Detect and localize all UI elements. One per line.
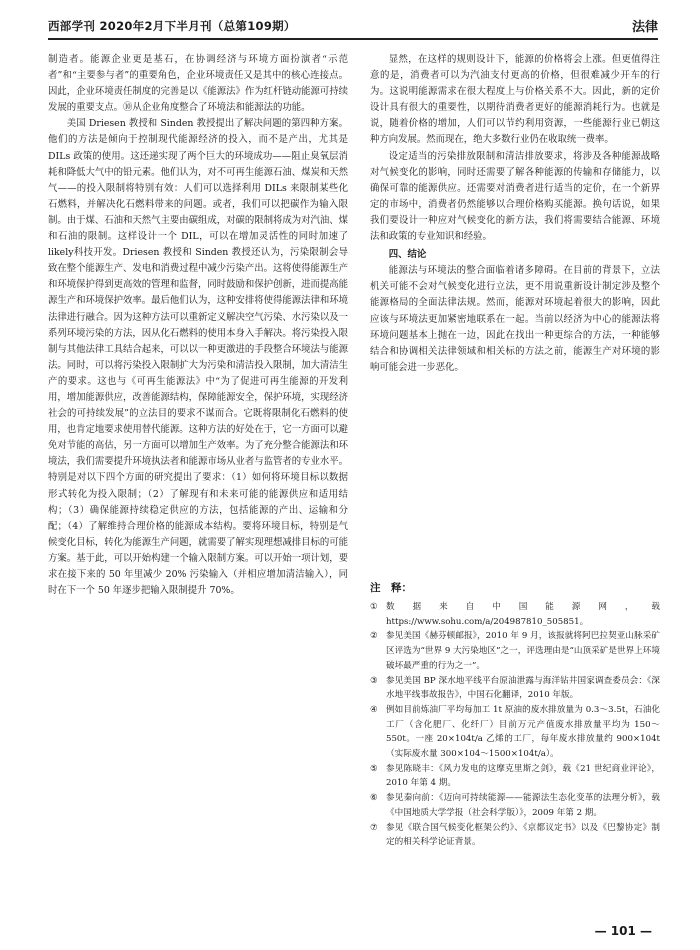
- note-item: [370, 600, 660, 629]
- note-item: [370, 821, 660, 850]
- note-text: 参见美国《赫芬顿邮报》，2010 年 9 月，该报就将阿巴拉契亚山脉采矿区评选为“世界 9 大污染地区”之一，评选理由是“山顶采矿是世界上环境破坏最严重的行为之一”。: [386, 631, 660, 671]
- conclusion-paragraph: 能源法与环境法的整合面临着诸多障碍。在目前的背景下，立法机关可能不会对气候变化进行立法，更不用说重新设计制定涉及整个能源格局的全面法律法规。然而，能源对环境起着很大的影响，因此应该与环境法更加紧密地联系在一起。当前以经济为中心的能源法将环境问题基本上抛在一边，因此在找出一种更综合的方法，一种能够结合和协调相关法律领域和相关标的方法之前，能源生产对环境的影响可能会进一步恶化。: [370, 265, 660, 373]
- notes-title: 注 释：: [370, 582, 412, 594]
- paragraph: 显然，在这样的规则设计下，能源的价格将会上涨。但更值得注意的是，消费者可以为汽油支付更高的价格，但很难减少开车的行为。这说明能源需求在很大程度上与价格关系不大。因此，新的定价设计具有很大的重要性，以期待消费者更好的能源消耗行为。也就是说，随着价格的增加，人们可以节约利用资源，一些能源行业已朝这种方向发展。然而现在，绝大多数行业仍在收取统一费率。: [370, 54, 660, 146]
- note-text: 参见美国 BP 深水地平线平台原油泄露与海洋钻井国家调查委员会：《深水地平线事故报告》，中国石化翻译，2010 年版。: [386, 675, 660, 701]
- journal-title: 西部学刊 2020年2月下半月刊（总第109期）: [48, 19, 296, 33]
- paragraph: 美国 Driesen 教授和 Sinden 教授提出了解决问题的第四种方案。他们的方法是倾向于控制现代能源经济的投入，而不是产出，尤其是 DILs 政策的使用。这还递实现了两个巨大的环境成功——阻止臭氧层消耗和降低大气中的铅元素。他们认为，对不可再生能源石油、煤炭和天然气——的投入限制将特别有效：人们可以选择利用 DILs 来限制某些化石燃料，并解决化石燃料带来的问题。或者，我们可以把碳作为输入限制。由于煤、石油和天然气主要由碳组成，对碳的限制将成为对汽油、煤和石油的限制。这样设计一个 DIL，可以在增加灵活性的同时加速了likely科技开发。Driesen 教授和 Sinden 教授还认为，污染限制会导致在整个能源生产、发电和消费过程中减少污染产出。这将使得能源生产和环境保护得到更高效的管理和监督，同时鼓励和保护创新，进而提高能源生产和环境保护效率。最后他们认为，这种安排将使得能源法律和环境法律进行融合。因为这种方法可以重新定义解决空气污染、水污染以及一系列环境污染的方法，因从化石燃料的使用本身入手解决。将污染投入限制与其他法律工具结合起来，可以以一种更激进的手段整合环境法与能源法。同时，可以将污染投入限制扩大为污染和清洁投入限制，加大清洁生产的要求。这也与《可再生能源法》中“为了促进可再生能源的开发利用，增加能源供应，改善能源结构，保障能源安全，保护环境，实现经济社会的可持续发展”的立法目的要求不谋而合。它既将限制化石燃料的使用，也肯定地要求使用替代能源。这种方法的好处在于，它一方面可以避免对节能的高估，另一方面可以增加生产效率。为了充分整合能源法和环境法，我们需要提升环境执法者和能源市场从业者与监管者的专业水平。特别是对以下四个方面的研究提出了要求：（1）如何将环境目标以数据形式转化为投入限制；（2）了解现有和未来可能的能源供应和适用结构；（3）确保能源持续稳定供应的方法，包括能源的产出、运输和分配；（4）了解维持合理价格的能源成本结构。要将环境目标，特别是气候变化目标，转化为能源生产问题，就需要了解实现理想减排目标的可能方案。基于此，可以开始构建一个输入限制方案。可以开始一项计划，要求在接下来的 50 年里减少 20% 污染输入（并相应增加清洁输入），同时在下一个 50 年逐步把输入限制提升 70%。: [48, 118, 349, 597]
- conclusion-heading: 四、结论: [388, 249, 427, 261]
- note-item: [370, 674, 660, 703]
- note-number: ⑥: [370, 793, 378, 804]
- note-text: 参见《联合国气候变化框架公约》、《京都议定书》以及《巴黎协定》制定的相关科学论证背景。: [386, 822, 660, 848]
- paragraph: 制造者。能源企业更是基石，在协调经济与环境方面扮演者“示范者”和“主要参与者”的重要角色，企业环境责任又是其中的核心连接点。因此，企业环境责任制度的完善是以《能源法》作为红杆链动能源可持续发展的重要支点。⑩从企业角度整合了环境法和能源法的功能。: [48, 54, 349, 114]
- right-column: [370, 52, 660, 376]
- note-text: 例如目前炼油厂平均每加工 1t 原油的废水排放量为 0.3～3.5t，石油化工厂（含化肥厂、化纤厂）目前万元产值废水排放量平均为 150～550t。一座 20×104t/a 乙烯的工厂，每年废水排放量约 900×104t（实际废水量 300×104～1500×104t/a）。: [386, 704, 660, 760]
- note-number: ②: [370, 631, 378, 642]
- note-text: 参见陈晓丰：《风力发电的这摩克里斯之剑》，载《21 世纪商业评论》，2010 年第 4 期。: [386, 763, 660, 789]
- note-item: [370, 762, 660, 791]
- note-item: [370, 703, 660, 762]
- note-item: [370, 629, 660, 673]
- note-number: ⑦: [370, 822, 378, 833]
- note-number: ④: [370, 704, 378, 715]
- paragraph: 设定适当的污染排放限制和清洁排放要求，将涉及各种能源战略对气候变化的影响，同时还需要了解各种能源的传输和存储能力，以确保可靠的能源供应。还需要对消费者进行适当的定价，在一个新界定的市场中，消费者仍然能够以合理价格购买能源。换句话说，如果我们要设计一种应对气候变化的新方法，我们将需要结合能源、环境法和政策的专业知识和经验。: [370, 150, 660, 243]
- page-number: — 101 —: [594, 924, 652, 938]
- note-item: [370, 791, 660, 820]
- note-number: ③: [370, 675, 378, 686]
- section-label: 法律: [631, 20, 658, 35]
- left-column: [48, 52, 348, 599]
- notes-list: [370, 600, 660, 850]
- note-number: ①: [370, 602, 378, 612]
- note-text: 数据来自中国能源网，载 https://www.sohu.com/a/204987810_505851。: [386, 602, 660, 627]
- note-number: ⑤: [370, 763, 378, 774]
- page-header: [48, 14, 658, 40]
- note-text: 参见秦向前：《迈向可持续能源——能源法生态化变革的法理分析》，载《中国地质大学学报（社会科学版）》，2009 年第 2 期。: [386, 793, 660, 818]
